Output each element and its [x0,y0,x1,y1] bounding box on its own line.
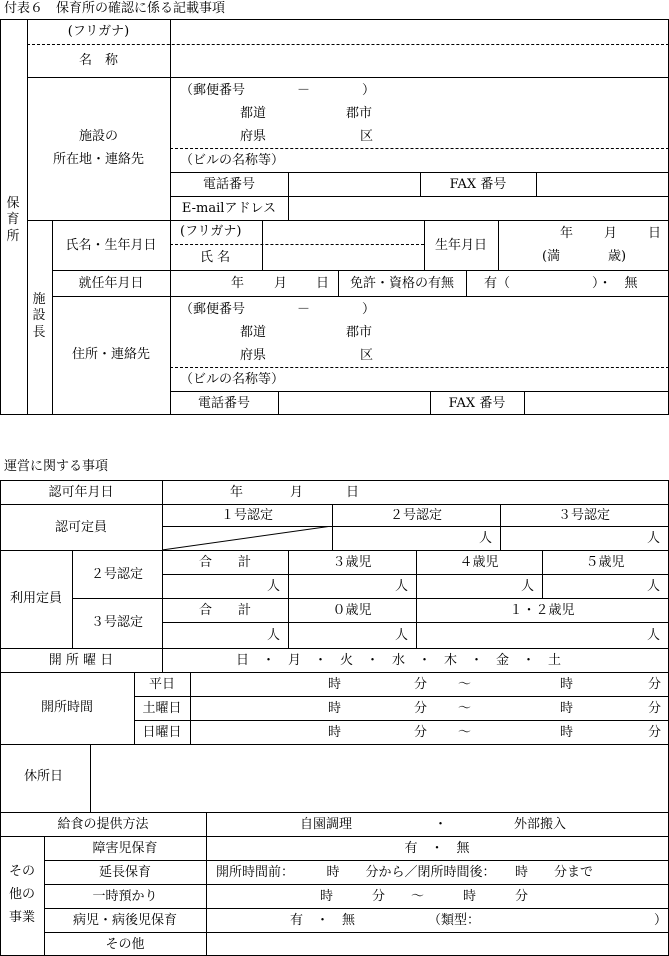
meal-self: 自園調理 [300,817,353,832]
director-building: （ビルの名称等） [180,372,285,387]
temporary-care-label: 一時預かり [92,889,158,904]
auth-cert1: １号認定 [220,508,273,523]
sick-care-label: 病児・病後児保育 [72,913,177,928]
meal-external: 外部搬入 [514,817,567,832]
auth-date-label: 認可年月日 [48,485,114,500]
use-cert2-label: ２号認定 [90,567,143,582]
dob-month: 月 [604,226,618,241]
facility-email-label: E-mailアドレス [181,201,277,216]
director-furigana-label: (フリガナ) [180,224,242,239]
c2-age5: ５歳児 [585,555,625,570]
sick-care-close: ） [654,913,668,928]
director-side-label: 施設長 [32,292,46,340]
wd-kara: ～ [458,677,472,692]
auth-cert2: ２号認定 [389,508,442,523]
saturday-label: 土曜日 [142,701,182,716]
facility-ku: 区 [360,129,374,144]
appointed-month: 月 [274,276,288,291]
c3-age0: ０歳児 [332,603,372,618]
facility-name-label: 名 称 [78,53,118,68]
auth-cert2-unit: 人 [478,531,492,546]
facility-side-label: 保育所 [6,196,20,244]
open-days-label: 開 所 曜 日 [48,653,114,668]
director-appointed-label: 就任年月日 [78,276,144,291]
sa-ji2: 時 [560,701,574,716]
c2-age3-unit: 人 [394,579,408,594]
other-label-2: 他の [8,887,35,902]
c3-total: 合 計 [198,603,251,618]
su-fun2: 分 [648,725,662,740]
license-nashi: ）・ 無 [592,276,638,291]
use-cert3-label: ３号認定 [90,615,143,630]
auth-cert3-unit: 人 [646,531,660,546]
c3-total-unit: 人 [266,628,280,643]
other-label-3: 事業 [8,910,35,925]
disabled-care-label: 障害児保育 [92,841,158,856]
facility-furigana-label: (フリガナ) [67,24,130,39]
director-gunshi: 郡市 [346,325,373,340]
sa-fun1: 分 [414,701,428,716]
auth-day: 日 [346,485,360,500]
facility-address-label-1: 施設の [78,129,118,144]
form-title: 付表６ 保育所の確認に係る記載事項 [4,1,226,16]
facility-building: （ビルの名称等） [180,153,285,168]
c3-age0-unit: 人 [394,628,408,643]
open-days: 日 ・ 月 ・ 火 ・ 水 ・ 木 ・ 金 ・ 土 [236,653,562,668]
license-label: 免許・資格の有無 [349,276,454,291]
sick-care-type: （類型： [428,913,481,928]
facility-gunshi: 郡市 [346,106,373,121]
director-todo: 都道 [240,325,267,340]
wd-fun1: 分 [414,677,428,692]
use-capacity-label: 利用定員 [9,591,62,606]
auth-cert3: ３号認定 [557,508,610,523]
sunday-label: 日曜日 [142,725,182,740]
director-dob-label: 生年月日 [434,238,487,253]
auth-capacity-label: 認可定員 [54,520,107,535]
facility-fuken: 府県 [240,129,267,144]
sick-care-value: 有 ・ 無 [290,913,356,928]
sa-ji1: 時 [328,701,342,716]
su-ji1: 時 [328,725,342,740]
c3-age12: １・２歳児 [509,603,575,618]
facility-address-label-2: 所在地・連絡先 [52,152,144,167]
diagonal-line [162,526,332,550]
disabled-care-value: 有 ・ 無 [404,841,470,856]
director-fax-label: FAX 番号 [448,396,506,411]
c2-age3: ３歳児 [332,555,372,570]
su-fun1: 分 [414,725,428,740]
open-hours-label: 開所時間 [40,700,93,715]
meal-dot: ・ [434,817,448,832]
director-address-label: 住所・連絡先 [71,347,150,362]
auth-year: 年 [230,485,244,500]
dob-day: 日 [648,226,662,241]
meal-label: 給食の提供方法 [57,817,149,832]
c2-age5-unit: 人 [646,579,660,594]
c3-age12-unit: 人 [646,628,660,643]
facility-phone-label: 電話番号 [202,177,255,192]
facility-fax-label: FAX 番号 [449,177,507,192]
sa-fun2: 分 [648,701,662,716]
director-ku: 区 [360,348,374,363]
su-kara: ～ [458,725,472,740]
dob-age-close: 歳) [608,249,627,264]
su-ji2: 時 [560,725,574,740]
weekday-label: 平日 [148,677,175,692]
auth-month: 月 [290,485,304,500]
license-ari: 有（ [484,276,511,291]
appointed-year: 年 [231,276,245,291]
wd-ji2: 時 [560,677,574,692]
dob-age-open: (満 [542,249,561,264]
c2-age4-unit: 人 [520,579,534,594]
c2-total-unit: 人 [266,579,280,594]
closed-days-label: 休所日 [24,769,64,784]
others-label: その他 [105,937,145,952]
facility-postal: （郵便番号 － ） [180,83,376,98]
director-name-dob-label: 氏名・生年月日 [65,238,157,253]
extended-care-value: 開所時間前： 時 分から／閉所時間後： 時 分まで [216,865,594,880]
facility-todo: 都道 [240,106,267,121]
temporary-care-value: 時 分 ～ 時 分 [320,889,529,904]
appointed-day: 日 [316,276,330,291]
operations-title: 運営に関する事項 [4,459,109,474]
director-name-label: 氏 名 [200,250,231,265]
director-fuken: 府県 [240,348,267,363]
sa-kara: ～ [458,701,472,716]
c2-age4: ４歳児 [459,555,499,570]
dob-year: 年 [560,226,574,241]
director-postal: （郵便番号 － ） [180,302,376,317]
c2-total: 合 計 [198,555,251,570]
wd-fun2: 分 [648,677,662,692]
wd-ji1: 時 [328,677,342,692]
director-phone-label: 電話番号 [197,396,250,411]
extended-care-label: 延長保育 [98,865,151,880]
other-label-1: その [8,864,35,879]
